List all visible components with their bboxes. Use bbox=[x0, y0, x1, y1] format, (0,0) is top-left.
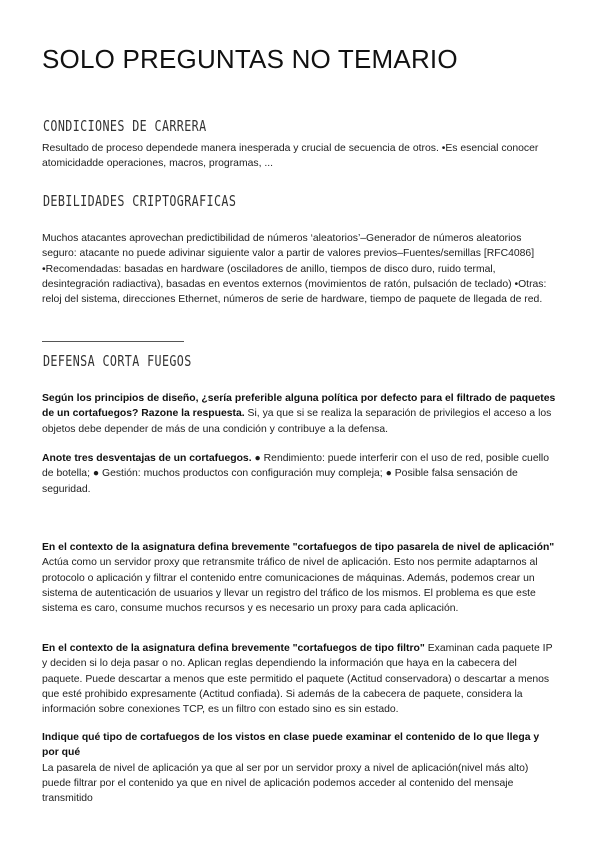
divider bbox=[42, 341, 184, 342]
carrera-paragraph: Resultado de proceso dependede manera inesperada y crucial de secuencia de otros. •Es esencial conocer atomicidadde operaciones, macros, programas, ... bbox=[42, 143, 539, 170]
qa-question: En el contexto de la asignatura defina brevemente "cortafuegos de tipo pasarela de nivel de aplicación" bbox=[42, 542, 555, 553]
qa-answer: Actúa como un servidor proxy que retransmite tráfico de nivel de aplicación. Esto nos permite adaptarnos al protocolo o aplicación y filtrar el contenido entre comunicaciones de máquinas. Además, podemos crear un sistema de autenticación de usuarios y llevar un registro del tráfico de los mismos. El problema es que este sistema es caro, consume muchos recursos y es necesario un proxy para cada aplicación. bbox=[42, 557, 538, 615]
qa-item bbox=[42, 391, 558, 437]
page-title: SOLO PREGUNTAS NO TEMARIO bbox=[42, 44, 458, 74]
qa-item bbox=[42, 451, 558, 497]
qa-item bbox=[42, 540, 558, 616]
qa-item bbox=[42, 641, 558, 717]
qa-answer: ● Rendimiento: puede interferir con el uso de red, posible cuello de botella; ● Gestión: muchos productos con configuración muy compleja; ● Posible falsa sensación de seguridad. bbox=[42, 453, 549, 495]
section-heading-cortafuegos: DEFENSA CORTA FUEGOS bbox=[43, 352, 192, 370]
qa-question: Indique qué tipo de cortafuegos de los vistos en clase puede examinar el contenido de lo que llega y por qué bbox=[42, 732, 540, 759]
qa-item bbox=[42, 730, 558, 806]
section-heading-cripto: DEBILIDADES CRIPTOGRAFICAS bbox=[43, 192, 237, 210]
cripto-paragraph: Muchos atacantes aprovechan predictibilidad de números ‘aleatorios’–Generador de números aleatorios seguro: atacante no puede adivinar siguiente valor a partir de valores previos–Fuentes/semillas [RFC4086] •Recomendadas: basadas en hardware (osciladores de anillo, tiempos de disco duro, ruido termal, desintegración radiactiva), basadas en eventos externos (movimientos de ratón, pulsación de teclado) •Otras: reloj del sistema, direcciones Ethernet, números de serie de hardware, tiempo de paquete de llegada de red. bbox=[42, 233, 547, 306]
qa-answer: Si, ya que si se realiza la separación de privilegios el acceso a los objetos debe depender de más de una condición y contribuye a la defensa. bbox=[42, 408, 552, 435]
qa-question: Según los principios de diseño, ¿sería preferible alguna política por defecto para el filtrado de paquetes de un cortafuegos? Razone la respuesta. bbox=[42, 393, 556, 420]
qa-question: En el contexto de la asignatura defina brevemente "cortafuegos de tipo filtro" bbox=[42, 643, 425, 654]
qa-answer: Examinan cada paquete IP y deciden si lo deja pasar o no. Aplican reglas dependiendo la información que haya en la cabecera del paquete. Puede descartar a menos que este permitido el paquete (Actitud conservadora) o descartar a menos que esté prohibido expresamente (Actitud confiada). Si además de la cabecera de paquete, considera la información sobre conexiones TCP, es un filtro con estado sino es sin estado. bbox=[42, 643, 553, 716]
qa-answer: La pasarela de nivel de aplicación ya que al ser por un servidor proxy a nivel de aplicación(nivel más alto) puede filtrar por el contenido ya que en nivel de aplicación podemos acceder al contenido del mensaje transmitido bbox=[42, 762, 529, 805]
qa-question: Anote tres desventajas de un cortafuegos. bbox=[42, 453, 252, 464]
section-heading-carrera: CONDICIONES DE CARRERA bbox=[43, 117, 207, 135]
